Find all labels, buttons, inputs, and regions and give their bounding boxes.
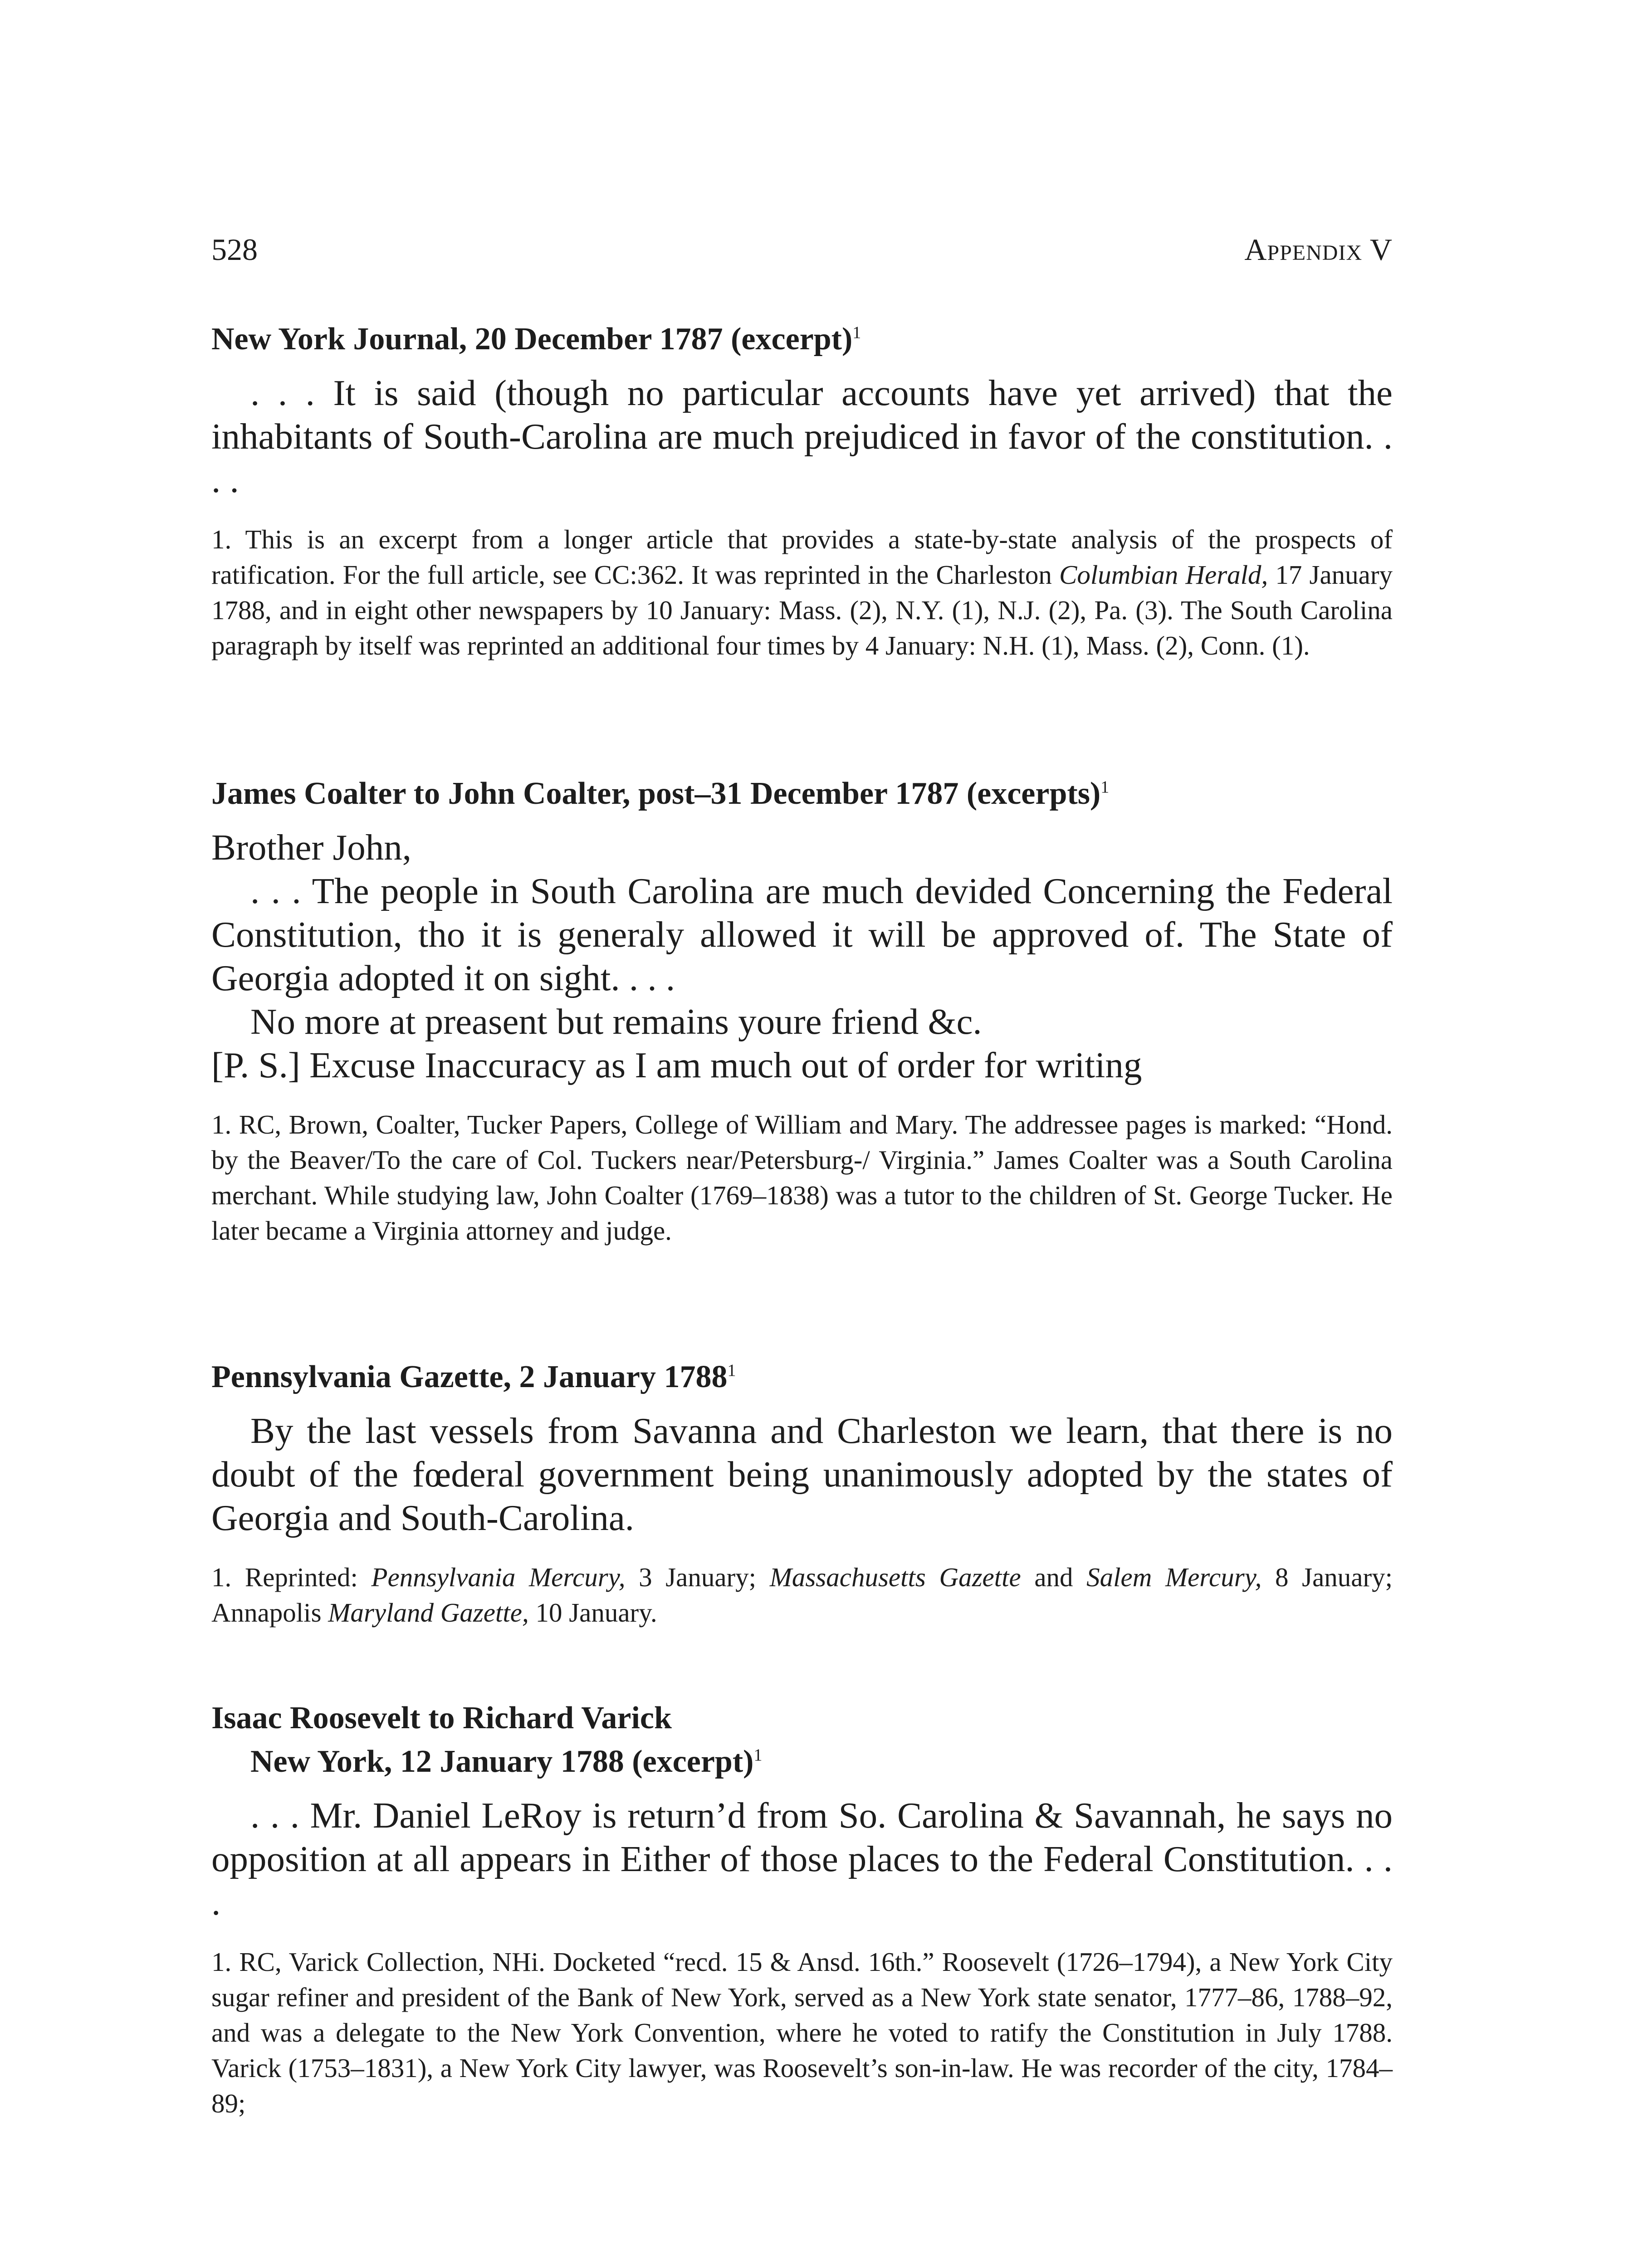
- footnote: [211, 522, 1393, 663]
- footnote-ref: 1: [1100, 777, 1110, 797]
- page: [211, 0, 1393, 2268]
- footnote: 1. RC, Varick Collection, NHi. Docketed “recd. 15 & Ansd. 16th.” Roosevelt (1726–1794), a New York City sugar refiner and president of the Bank of New York, served as a New York state senator, 1777–86, 1788–92, and was a delegate to the New York Convention, where he voted to ratify the Constitution in July 1788. Varick (1753–1831), a New York City lawyer, was Roosevelt’s son-in-law. He was recorder of the city, 1784–89;: [211, 1947, 1393, 2118]
- letter-salutation: Brother John,: [211, 827, 411, 868]
- document-body: . . . It is said (though no particular accounts have yet arrived) that the inhabitants of South-Carolina are much prejudiced in favor of the constitution. . . .: [211, 372, 1393, 500]
- footnote-text: 1. Reprinted:: [211, 1562, 372, 1592]
- document-heading: [211, 1355, 1393, 1399]
- footnote-text: 1. This is an excerpt from a longer article that provides a state-by-state analysis of the prospects of ratification. For the full article, see CC:362. It was reprinted in the Charleston: [211, 524, 1393, 590]
- document-roosevelt-letter: [211, 1696, 1393, 2121]
- heading-text: Pennsylvania Gazette, 2 January 1788: [211, 1359, 728, 1394]
- document-body: . . . The people in South Carolina are much devided Concerning the Federal Constitution, tho it is generaly allowed it will be approved of. The State of Georgia adopted it on sight. . . .: [211, 870, 1393, 998]
- footnote-text: 8 January; Annapolis: [211, 1562, 1393, 1628]
- heading-text: New York Journal, 20 December 1787 (excerpt): [211, 322, 853, 357]
- newspaper-title: Columbian Herald,: [1059, 560, 1268, 590]
- newspaper-title: Salem Mercury,: [1086, 1562, 1262, 1592]
- letter-postscript: [P. S.] Excuse Inaccuracy as I am much out of order for writing: [211, 1045, 1142, 1085]
- letter-closing: No more at preasent but remains youre friend &c.: [250, 1001, 982, 1042]
- document-new-york-journal: [211, 318, 1393, 663]
- footnote-text: 3 January;: [625, 1562, 770, 1592]
- document-heading: [211, 318, 1393, 361]
- heading-text: James Coalter to John Coalter, post–31 December 1787 (excerpts): [211, 776, 1101, 811]
- footnote: 1. RC, Brown, Coalter, Tucker Papers, College of William and Mary. The addressee pages is marked: “Hond. by the Beaver/To the care of Col. Tuckers near/Petersburg-/ Virginia.” James Coalter was a South Carolina merchant. While studying law, John Coalter (1769–1838) was a tutor to the children of St. George Tucker. He later became a Virginia attorney and judge.: [211, 1110, 1393, 1246]
- heading-line-1: Isaac Roosevelt to Richard Varick: [211, 1701, 672, 1735]
- footnote: [211, 1559, 1393, 1630]
- footnote-text: 10 January.: [528, 1598, 657, 1628]
- footnote-text: 17 January 1788, and in eight other newspapers by 10 January: Mass. (2), N.Y. (1), N.J. (2), Pa. (3). The South Carolina paragraph by itself was reprinted an additional four times by 4 January: N.H. (1), Mass. (2), Conn. (1).: [211, 560, 1393, 660]
- document-coalter-letter: [211, 772, 1393, 1248]
- document-heading: [211, 772, 1393, 816]
- running-head: [211, 229, 1393, 270]
- newspaper-title: Massachusetts Gazette: [769, 1562, 1021, 1592]
- document-body: . . . Mr. Daniel LeRoy is return’d from So. Carolina & Savannah, he says no opposition at all appears in Either of those places to the Federal Constitution. . . .: [211, 1795, 1393, 1923]
- page-number: 528: [211, 232, 258, 267]
- footnote-ref: 1: [727, 1361, 736, 1380]
- newspaper-title: Maryland Gazette,: [328, 1598, 529, 1628]
- heading-line-2: [211, 1740, 1393, 1784]
- newspaper-title: Pennsylvania Mercury,: [371, 1562, 626, 1592]
- footnote-ref: 1: [852, 323, 861, 342]
- heading-text: New York, 12 January 1788 (excerpt): [250, 1744, 754, 1779]
- footnote-text: and: [1021, 1562, 1087, 1592]
- document-pennsylvania-gazette: [211, 1355, 1393, 1630]
- document-body: By the last vessels from Savanna and Charleston we learn, that there is no doubt of the fœderal government being unanimously adopted by the states of Georgia and South-Carolina.: [211, 1410, 1393, 1538]
- footnote-ref: 1: [753, 1745, 763, 1765]
- running-title: Appendix V: [1244, 232, 1393, 267]
- document-heading: [211, 1696, 1393, 1784]
